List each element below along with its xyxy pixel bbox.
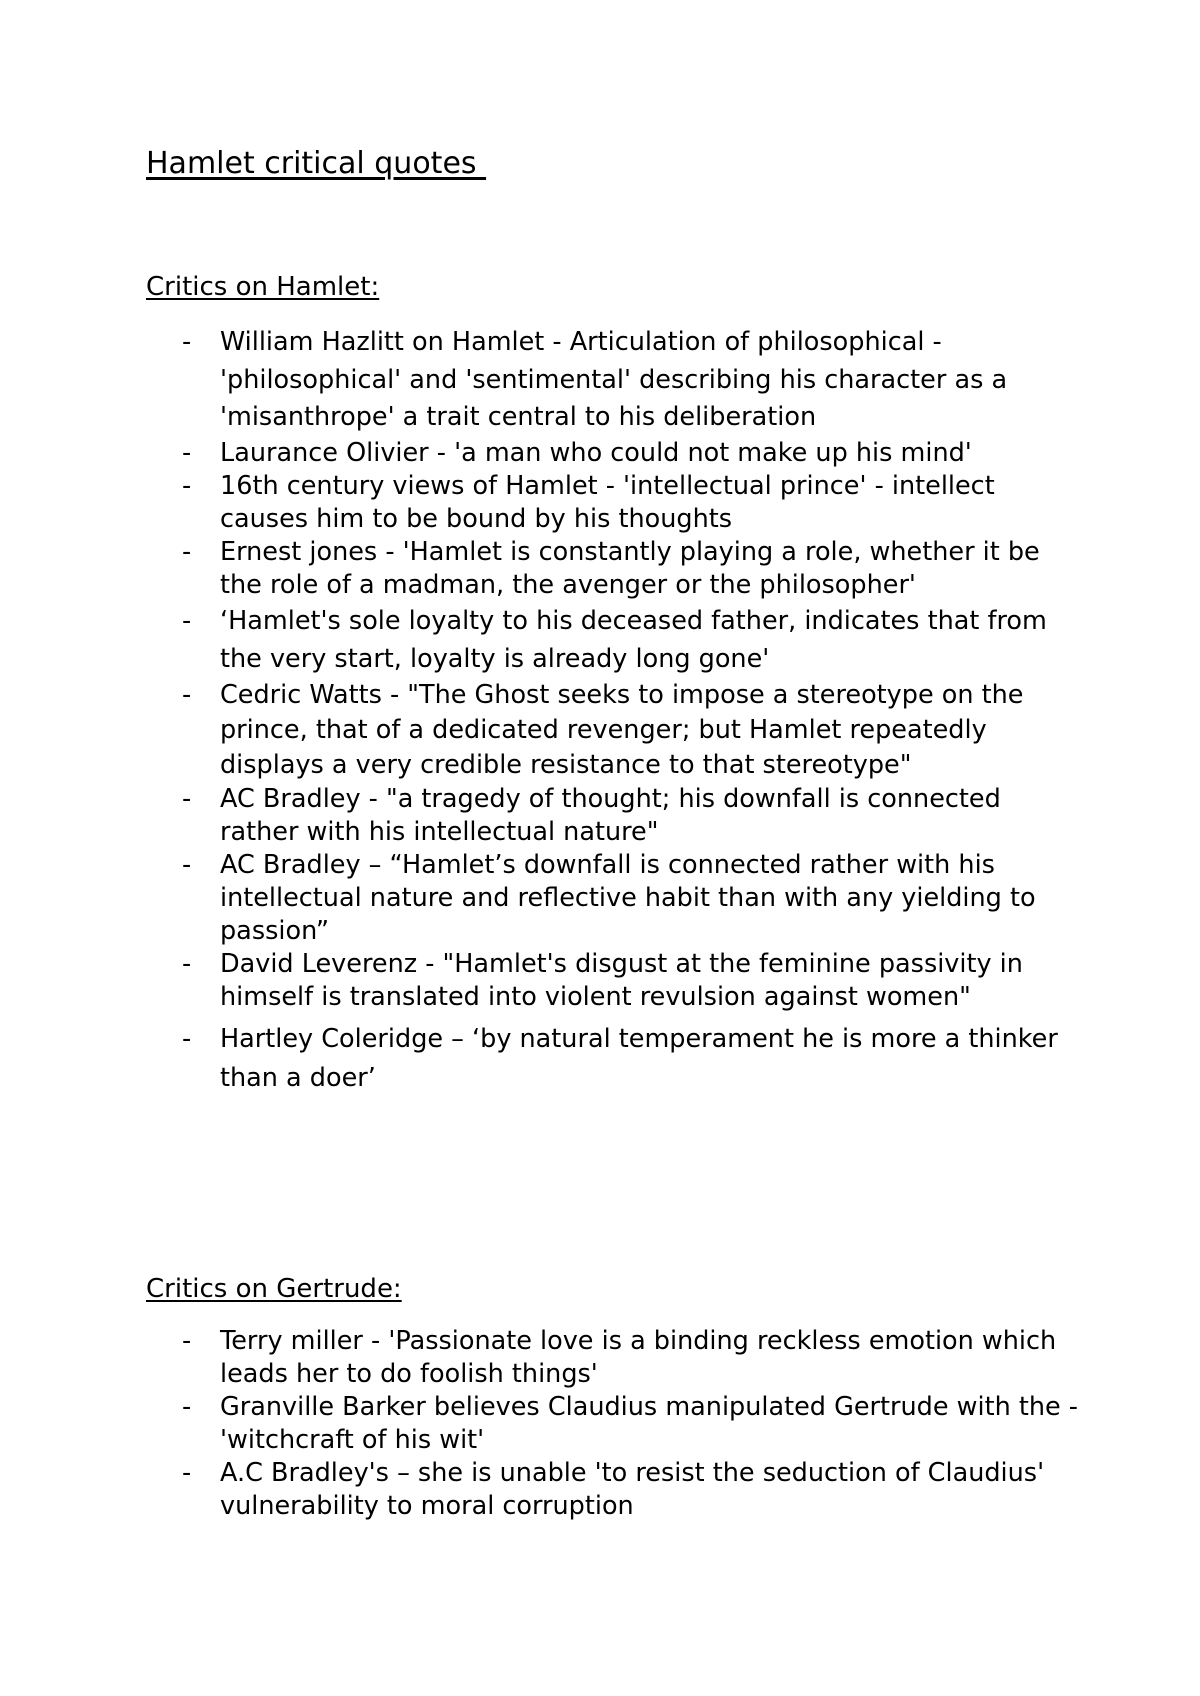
list-item xyxy=(146,678,1086,783)
section-heading-hamlet: Critics on Hamlet: xyxy=(146,272,380,302)
document-title: Hamlet critical quotes xyxy=(146,146,487,181)
bullet-dash: - xyxy=(182,679,192,710)
list-item xyxy=(146,1020,1086,1098)
list-item xyxy=(146,849,1086,948)
list-item xyxy=(146,948,1086,1014)
quote-text: 16th century views of Hamlet - 'intellectual prince' - intellect causes him to be bound by his thoughts xyxy=(220,470,995,534)
quote-text: Granville Barker believes Claudius manipulated Gertrude with the - 'witchcraft of his wit' xyxy=(220,1392,1078,1455)
quote-text: AC Bradley – “Hamlet’s downfall is connected rather with his intellectual nature and reflective habit than with any yielding to passion” xyxy=(220,849,1036,946)
hamlet-quote-list xyxy=(146,324,1086,1098)
quote-text: A.C Bradley's – she is unable 'to resist the seduction of Claudius' vulnerability to moral corruption xyxy=(220,1458,1045,1521)
quote-text: Cedric Watts - "The Ghost seeks to impose a stereotype on the prince, that of a dedicated revenger; but Hamlet repeatedly displays a very credible resistance to that stereotype" xyxy=(220,679,1024,780)
bullet-dash: - xyxy=(182,948,192,979)
bullet-dash: - xyxy=(182,1458,192,1488)
bullet-dash: - xyxy=(182,536,192,567)
list-item xyxy=(146,602,1086,678)
quote-text: Laurance Olivier - 'a man who could not make up his mind' xyxy=(220,437,972,468)
quote-text: David Leverenz - "Hamlet's disgust at the feminine passivity in himself is translated into violent revulsion against women" xyxy=(220,948,1023,1012)
bullet-dash: - xyxy=(182,470,192,501)
bullet-dash: - xyxy=(182,437,192,468)
list-item xyxy=(146,783,1086,849)
bullet-dash: - xyxy=(182,849,192,880)
gertrude-quote-list xyxy=(146,1325,1086,1523)
bullet-dash: - xyxy=(182,783,192,814)
list-item xyxy=(146,470,1086,536)
quote-text: ‘Hamlet's sole loyalty to his deceased father, indicates that from the very start, loyalty is already long gone' xyxy=(220,605,1047,674)
bullet-dash: - xyxy=(182,605,192,636)
bullet-dash: - xyxy=(182,327,192,357)
list-item xyxy=(146,324,1086,437)
section-heading-gertrude: Critics on Gertrude: xyxy=(146,1274,402,1304)
list-item xyxy=(146,1391,1086,1457)
bullet-dash: - xyxy=(182,1023,192,1054)
list-item xyxy=(146,536,1086,602)
list-item xyxy=(146,1457,1086,1523)
list-item xyxy=(146,437,1086,470)
quote-text: AC Bradley - "a tragedy of thought; his downfall is connected rather with his intellectual nature" xyxy=(220,783,1001,847)
bullet-dash: - xyxy=(182,1326,192,1356)
quote-text: Hartley Coleridge – ‘by natural temperament he is more a thinker than a doer’ xyxy=(220,1023,1058,1093)
quote-text: William Hazlitt on Hamlet - Articulation of philosophical - 'philosophical' and 'sentimental' describing his character as a 'misanthrope' a trait central to his deliberation xyxy=(220,327,1008,432)
quote-text: Ernest jones - 'Hamlet is constantly playing a role, whether it be the role of a madman, the avenger or the philosopher' xyxy=(220,536,1040,600)
list-item xyxy=(146,1325,1086,1391)
bullet-dash: - xyxy=(182,1392,192,1422)
quote-text: Terry miller - 'Passionate love is a binding reckless emotion which leads her to do foolish things' xyxy=(220,1326,1057,1389)
